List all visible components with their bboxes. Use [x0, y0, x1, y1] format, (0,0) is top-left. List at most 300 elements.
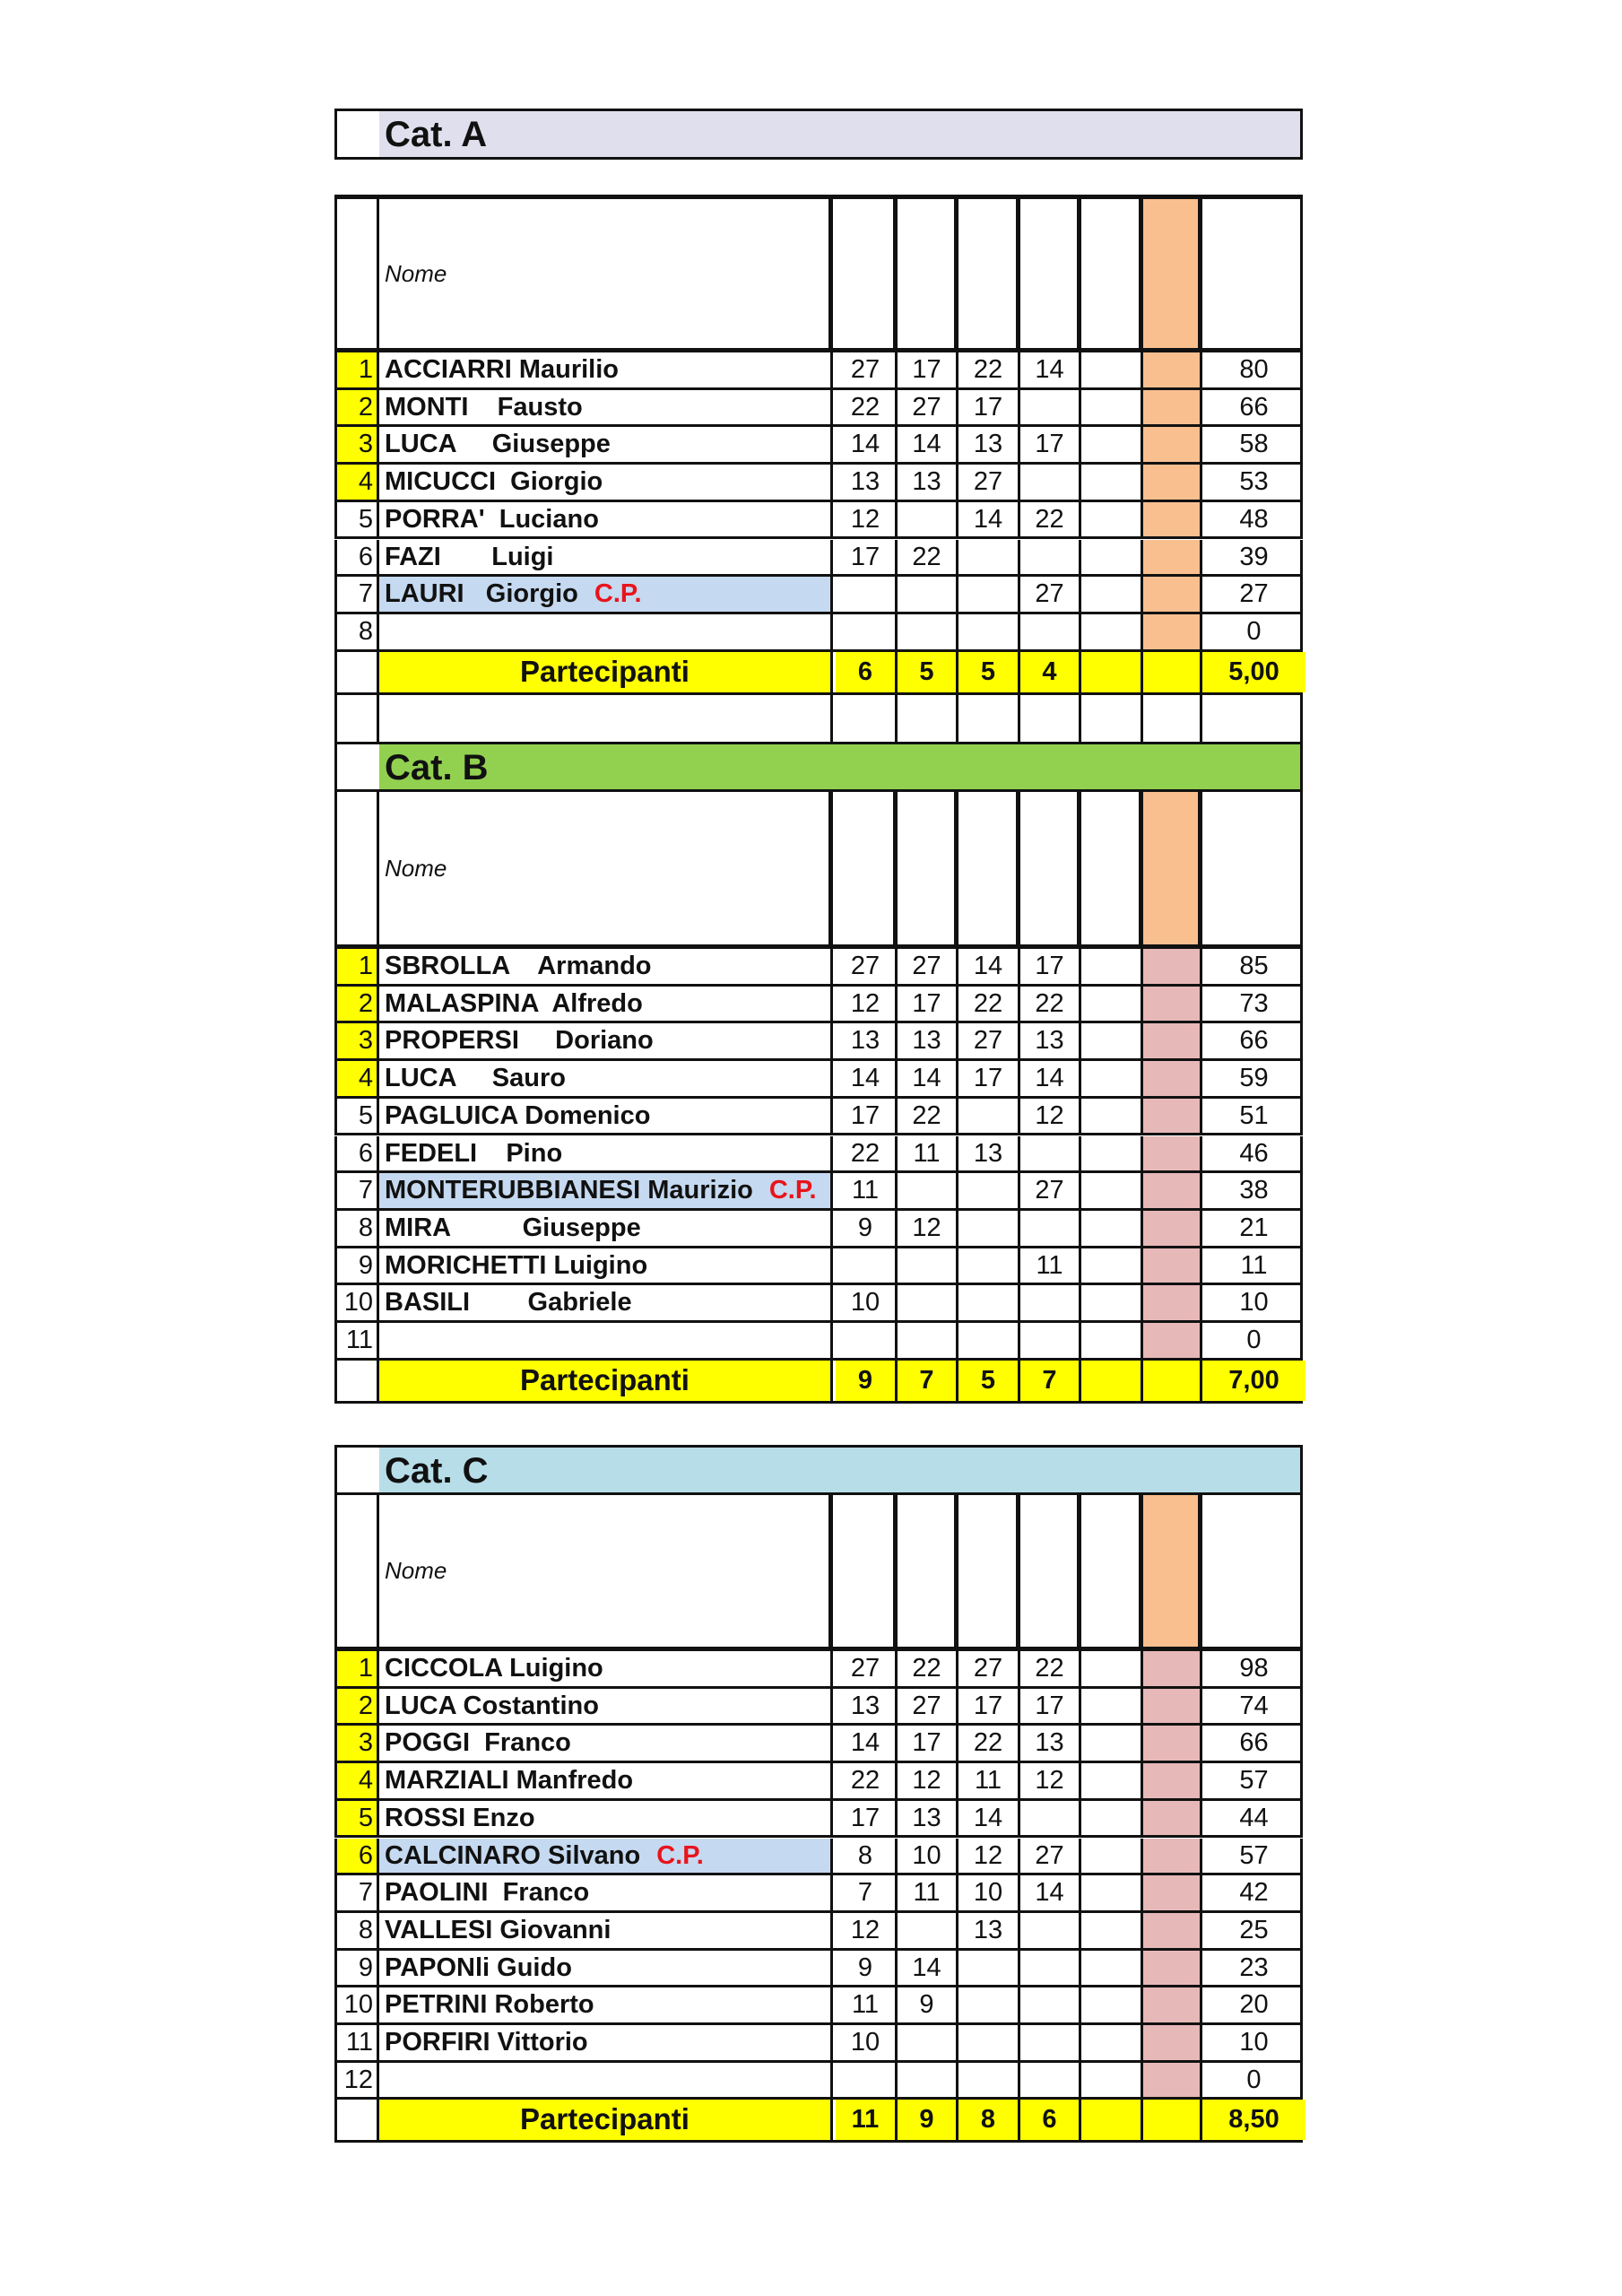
participant-count-round-2: 5	[898, 652, 958, 692]
score-round-4: 12	[1020, 1099, 1081, 1134]
score-round-3	[958, 2063, 1020, 2098]
score-round-1	[836, 1248, 898, 1283]
blank-accent-cell	[1143, 695, 1202, 742]
score-round-4: 17	[1020, 1689, 1081, 1724]
participant-average: 8,50	[1202, 2100, 1305, 2140]
total-cell: 0	[1246, 2065, 1262, 2094]
score-round-1: 10	[836, 2025, 898, 2060]
score-round-5	[1081, 390, 1143, 425]
accent-cell	[1143, 1211, 1202, 1246]
total-cell: 59	[1239, 1064, 1269, 1093]
player-name: PETRINI Roberto	[385, 1990, 594, 2020]
accent-cell	[1143, 390, 1202, 425]
score-round-1: 27	[836, 1651, 898, 1686]
column-header-name: Nome	[379, 1495, 833, 1647]
summary-accent-cell	[1143, 652, 1202, 692]
blank-name-cell	[379, 695, 833, 742]
accent-cell	[1143, 1763, 1202, 1798]
total-cell: 58	[1239, 430, 1269, 459]
blank-index-cell	[337, 695, 379, 742]
score-round-3: 12	[958, 1839, 1020, 1874]
player-name-cell	[379, 427, 833, 462]
score-round-2: 13	[898, 1801, 958, 1836]
table-row	[334, 1023, 1303, 1061]
position-cell: 8	[337, 1211, 379, 1246]
category-title: Cat. A	[379, 111, 1300, 157]
player-name-cell	[379, 1211, 833, 1246]
column-header-round-3	[958, 1495, 1020, 1647]
accent-cell	[1143, 614, 1202, 649]
score-round-3: 17	[958, 1689, 1020, 1724]
score-round-3	[958, 1285, 1020, 1320]
total-cell: 0	[1246, 1326, 1262, 1354]
score-round-2: 17	[898, 352, 958, 387]
score-round-3	[958, 1248, 1020, 1283]
accent-cell	[1143, 987, 1202, 1022]
participant-count-round-3: 5	[958, 652, 1020, 692]
accent-cell	[1143, 1913, 1202, 1948]
player-name-cell	[379, 1801, 833, 1836]
total-cell: 21	[1239, 1213, 1269, 1242]
total-cell: 48	[1239, 504, 1269, 534]
position-cell: 3	[337, 1023, 379, 1058]
score-round-4: 22	[1020, 1651, 1081, 1686]
table-row	[334, 1248, 1303, 1286]
accent-cell	[1143, 1839, 1202, 1874]
table-header-row	[334, 792, 1303, 949]
position-cell: 12	[337, 2063, 379, 2098]
position-cell: 2	[337, 390, 379, 425]
score-round-1	[836, 2063, 898, 2098]
player-name: MARZIALI Manfredo	[385, 1766, 634, 1796]
category-title-row	[334, 109, 1303, 160]
accent-cell	[1143, 2063, 1202, 2098]
accent-cell	[1143, 1987, 1202, 2022]
player-name: LUCA Costantino	[385, 1691, 599, 1720]
player-name-cell	[379, 1136, 833, 1171]
score-round-2: 12	[898, 1211, 958, 1246]
table-row	[334, 352, 1303, 390]
score-round-3: 14	[958, 502, 1020, 537]
score-round-4: 13	[1020, 1023, 1081, 1058]
position-cell: 3	[337, 427, 379, 462]
score-round-3: 13	[958, 1136, 1020, 1171]
score-round-3: 17	[958, 390, 1020, 425]
position-cell: 9	[337, 1951, 379, 1986]
position-cell: 8	[337, 1913, 379, 1948]
accent-cell	[1143, 1689, 1202, 1724]
player-name: MORICHETTI Luigino	[385, 1250, 648, 1280]
summary-row	[334, 2100, 1303, 2143]
score-round-3	[958, 614, 1020, 649]
score-round-3: 17	[958, 1061, 1020, 1096]
column-header-round-1	[836, 1495, 898, 1647]
table-row	[334, 1061, 1303, 1099]
accent-cell	[1143, 1285, 1202, 1320]
score-round-3	[958, 1951, 1020, 1986]
score-round-5	[1081, 2025, 1143, 2060]
player-name-cell	[379, 949, 833, 984]
player-name-cell	[379, 390, 833, 425]
participant-count-round-2: 7	[898, 1361, 958, 1401]
player-name: LUCA Giuseppe	[385, 430, 611, 459]
total-cell: 10	[1239, 1288, 1269, 1318]
accent-cell	[1143, 1951, 1202, 1986]
total-cell: 39	[1239, 542, 1269, 571]
category-title: Cat. B	[379, 744, 1300, 789]
score-round-4: 14	[1020, 1875, 1081, 1910]
table-row	[334, 1987, 1303, 2025]
score-round-1: 17	[836, 1099, 898, 1134]
summary-accent-cell	[1143, 1361, 1202, 1401]
score-round-5	[1081, 540, 1143, 575]
position-cell: 5	[337, 1099, 379, 1134]
score-round-1	[836, 577, 898, 612]
score-round-5	[1081, 427, 1143, 462]
table-row	[334, 1763, 1303, 1801]
player-name: VALLESI Giovanni	[385, 1915, 612, 1944]
score-round-3: 27	[958, 1023, 1020, 1058]
total-cell: 85	[1239, 952, 1269, 980]
score-round-5	[1081, 1248, 1143, 1283]
column-header-round-5	[1081, 1495, 1143, 1647]
accent-cell	[1143, 1651, 1202, 1686]
header-index-cell	[337, 792, 379, 944]
total-cell: 66	[1239, 392, 1269, 422]
table-row	[334, 2063, 1303, 2100]
score-round-1: 13	[836, 465, 898, 500]
summary-index-cell	[337, 652, 379, 692]
player-name-cell	[379, 1726, 833, 1761]
total-cell: 73	[1239, 988, 1269, 1018]
player-name-cell	[379, 2063, 833, 2098]
total-cell: 44	[1239, 1803, 1269, 1832]
score-round-2: 12	[898, 1763, 958, 1798]
total-cell: 42	[1239, 1878, 1269, 1908]
score-round-5	[1081, 949, 1143, 984]
player-name-cell	[379, 1987, 833, 2022]
score-round-2	[898, 1913, 958, 1948]
title-index-cell	[337, 744, 382, 789]
score-round-1	[836, 614, 898, 649]
player-name: PAOLINI Franco	[385, 1878, 590, 1908]
table-row	[334, 390, 1303, 428]
score-round-4: 17	[1020, 949, 1081, 984]
blank-score-cell	[1020, 695, 1081, 742]
score-round-1: 14	[836, 427, 898, 462]
score-round-2	[898, 2063, 958, 2098]
player-name: MIRA Giuseppe	[385, 1213, 641, 1242]
table-row	[334, 1323, 1303, 1361]
total-cell: 53	[1239, 467, 1269, 497]
player-name-cell	[379, 352, 833, 387]
score-round-1: 12	[836, 1913, 898, 1948]
score-round-1: 27	[836, 949, 898, 984]
table-header-row	[334, 1495, 1303, 1651]
title-index-cell	[337, 111, 382, 157]
accent-cell	[1143, 1023, 1202, 1058]
participant-average: 5,00	[1202, 652, 1305, 692]
score-round-2	[898, 1248, 958, 1283]
column-header-round-4	[1020, 1495, 1081, 1647]
table-row	[334, 427, 1303, 465]
score-round-2: 11	[898, 1136, 958, 1171]
table-row	[334, 1951, 1303, 1988]
score-round-4	[1020, 1211, 1081, 1246]
player-name: CICCOLA Luigino	[385, 1654, 603, 1683]
player-name: MALASPINA Alfredo	[385, 988, 643, 1018]
table-row	[334, 465, 1303, 502]
accent-cell	[1143, 427, 1202, 462]
score-round-1: 13	[836, 1023, 898, 1058]
score-round-2: 27	[898, 949, 958, 984]
score-round-5	[1081, 1689, 1143, 1724]
blank-score-cell	[958, 695, 1020, 742]
score-round-5	[1081, 1801, 1143, 1836]
accent-cell	[1143, 352, 1202, 387]
total-cell: 23	[1239, 1952, 1269, 1982]
summary-label: Partecipanti	[379, 2100, 833, 2140]
score-round-5	[1081, 1875, 1143, 1910]
accent-cell	[1143, 949, 1202, 984]
score-round-5	[1081, 1136, 1143, 1171]
player-name: LUCA Sauro	[385, 1064, 566, 1093]
table-row	[334, 1913, 1303, 1951]
table-row	[334, 1285, 1303, 1323]
score-round-5	[1081, 1951, 1143, 1986]
table-row	[334, 949, 1303, 987]
position-cell: 8	[337, 614, 379, 649]
score-round-5	[1081, 465, 1143, 500]
score-round-3: 27	[958, 1651, 1020, 1686]
table-row	[334, 1173, 1303, 1211]
position-cell: 5	[337, 1801, 379, 1836]
score-round-5	[1081, 1211, 1143, 1246]
score-round-2: 14	[898, 427, 958, 462]
table-row	[334, 1801, 1303, 1839]
total-cell: 80	[1239, 355, 1269, 384]
position-cell: 4	[337, 1763, 379, 1798]
score-round-4: 11	[1020, 1248, 1081, 1283]
title-index-cell	[337, 1448, 382, 1492]
header-index-cell	[337, 199, 379, 348]
column-header-round-2	[898, 1495, 958, 1647]
player-name: CALCINARO Silvano	[385, 1840, 641, 1870]
score-round-4	[1020, 465, 1081, 500]
score-round-1: 11	[836, 1987, 898, 2022]
table-row	[334, 987, 1303, 1024]
position-cell: 9	[337, 1248, 379, 1283]
player-name-cell	[379, 2025, 833, 2060]
score-round-1: 11	[836, 1173, 898, 1208]
table-row	[334, 1689, 1303, 1726]
participant-count-round-1: 11	[836, 2100, 898, 2140]
accent-cell	[1143, 502, 1202, 537]
position-cell: 2	[337, 987, 379, 1022]
participant-count-round-5	[1081, 652, 1143, 692]
score-round-2: 22	[898, 1651, 958, 1686]
score-round-3	[958, 1099, 1020, 1134]
position-cell: 11	[337, 1323, 379, 1358]
accent-cell	[1143, 1173, 1202, 1208]
score-round-2: 10	[898, 1839, 958, 1874]
player-name: FAZI Luigi	[385, 542, 554, 571]
column-header-total	[1202, 1495, 1305, 1647]
total-cell: 10	[1239, 2028, 1269, 2057]
score-round-5	[1081, 1173, 1143, 1208]
score-round-2: 13	[898, 465, 958, 500]
total-cell: 98	[1239, 1654, 1269, 1683]
column-header-round-5	[1081, 792, 1143, 944]
score-round-1: 17	[836, 540, 898, 575]
score-round-4: 27	[1020, 577, 1081, 612]
player-name: SBROLLA Armando	[385, 952, 652, 980]
player-name-cell	[379, 1173, 833, 1208]
table-row	[334, 2025, 1303, 2063]
score-round-4	[1020, 1801, 1081, 1836]
score-round-5	[1081, 1913, 1143, 1948]
accent-cell	[1143, 1875, 1202, 1910]
category-title-row	[334, 1445, 1303, 1495]
score-round-3	[958, 1173, 1020, 1208]
score-round-4	[1020, 1323, 1081, 1358]
cp-badge: C.P.	[768, 1176, 817, 1205]
table-row	[334, 1839, 1303, 1876]
player-name-cell	[379, 1875, 833, 1910]
accent-cell	[1143, 1801, 1202, 1836]
summary-row	[334, 652, 1303, 695]
position-cell: 1	[337, 352, 379, 387]
player-name: ACCIARRI Maurilio	[385, 355, 619, 384]
table-row	[334, 1211, 1303, 1248]
score-round-5	[1081, 352, 1143, 387]
score-round-5	[1081, 1763, 1143, 1798]
summary-row	[334, 1361, 1303, 1404]
score-round-2: 14	[898, 1061, 958, 1096]
player-name-cell	[379, 1951, 833, 1986]
score-round-3: 22	[958, 987, 1020, 1022]
score-round-1: 14	[836, 1726, 898, 1761]
cp-badge: C.P.	[656, 1840, 704, 1870]
score-round-2	[898, 1285, 958, 1320]
score-round-1: 7	[836, 1875, 898, 1910]
summary-label: Partecipanti	[379, 1361, 833, 1401]
player-name: POGGI Franco	[385, 1728, 571, 1758]
player-name: MICUCCI Giorgio	[385, 467, 603, 497]
participant-count-round-5	[1081, 2100, 1143, 2140]
score-round-3	[958, 2025, 1020, 2060]
accent-cell	[1143, 1248, 1202, 1283]
blank-total-cell	[1202, 695, 1305, 742]
table-row	[334, 1726, 1303, 1763]
position-cell: 2	[337, 1689, 379, 1724]
table-row	[334, 577, 1303, 614]
player-name-cell	[379, 540, 833, 575]
score-round-3	[958, 577, 1020, 612]
score-round-3	[958, 1987, 1020, 2022]
total-cell: 20	[1239, 1990, 1269, 2020]
total-cell: 25	[1239, 1915, 1269, 1944]
position-cell: 3	[337, 1726, 379, 1761]
score-round-1: 13	[836, 1689, 898, 1724]
score-round-4	[1020, 2025, 1081, 2060]
score-round-5	[1081, 1323, 1143, 1358]
column-header-round-5	[1081, 199, 1143, 348]
score-round-5	[1081, 2063, 1143, 2098]
table-row	[334, 540, 1303, 578]
blank-score-cell	[836, 695, 898, 742]
score-round-3	[958, 540, 1020, 575]
position-cell: 4	[337, 1061, 379, 1096]
score-round-4: 22	[1020, 987, 1081, 1022]
score-round-5	[1081, 1023, 1143, 1058]
player-name-cell	[379, 1285, 833, 1320]
player-name-cell	[379, 1763, 833, 1798]
player-name-cell	[379, 1023, 833, 1058]
accent-cell	[1143, 1099, 1202, 1134]
score-round-2	[898, 2025, 958, 2060]
score-round-1: 27	[836, 352, 898, 387]
player-name: PROPERSI Doriano	[385, 1026, 654, 1056]
column-header-round-4	[1020, 199, 1081, 348]
position-cell: 10	[337, 1285, 379, 1320]
blank-score-cell	[898, 695, 958, 742]
score-round-1: 17	[836, 1801, 898, 1836]
column-header-total	[1202, 199, 1305, 348]
score-round-5	[1081, 1839, 1143, 1874]
table-row	[334, 502, 1303, 540]
total-cell: 27	[1239, 579, 1269, 609]
player-name-cell	[379, 1689, 833, 1724]
player-name: LAURI Giorgio	[385, 579, 578, 609]
score-round-3: 14	[958, 1801, 1020, 1836]
accent-cell	[1143, 577, 1202, 612]
column-header-accent	[1143, 792, 1202, 944]
score-round-3	[958, 1211, 1020, 1246]
player-name: PORRA' Luciano	[385, 504, 599, 534]
player-name: FEDELI Pino	[385, 1138, 563, 1168]
player-name-cell	[379, 465, 833, 500]
player-name-cell	[379, 577, 833, 612]
column-header-round-1	[836, 199, 898, 348]
score-round-5	[1081, 577, 1143, 612]
position-cell: 6	[337, 1136, 379, 1171]
category-title: Cat. C	[379, 1448, 1300, 1492]
column-header-accent	[1143, 1495, 1202, 1647]
player-name-cell	[379, 1099, 833, 1134]
player-name-cell	[379, 1061, 833, 1096]
score-round-2: 11	[898, 1875, 958, 1910]
score-round-2: 27	[898, 1689, 958, 1724]
accent-cell	[1143, 1726, 1202, 1761]
table-row	[334, 614, 1303, 652]
position-cell: 6	[337, 1839, 379, 1874]
score-round-2: 9	[898, 1987, 958, 2022]
total-cell: 66	[1239, 1728, 1269, 1758]
position-cell: 10	[337, 1987, 379, 2022]
score-round-1: 9	[836, 1951, 898, 1986]
participant-count-round-4: 4	[1020, 652, 1081, 692]
position-cell: 1	[337, 949, 379, 984]
score-round-3: 13	[958, 1913, 1020, 1948]
column-header-name: Nome	[379, 792, 833, 944]
column-header-round-3	[958, 792, 1020, 944]
summary-index-cell	[337, 2100, 379, 2140]
score-round-2: 14	[898, 1951, 958, 1986]
score-round-5	[1081, 987, 1143, 1022]
accent-cell	[1143, 465, 1202, 500]
score-round-4: 22	[1020, 502, 1081, 537]
